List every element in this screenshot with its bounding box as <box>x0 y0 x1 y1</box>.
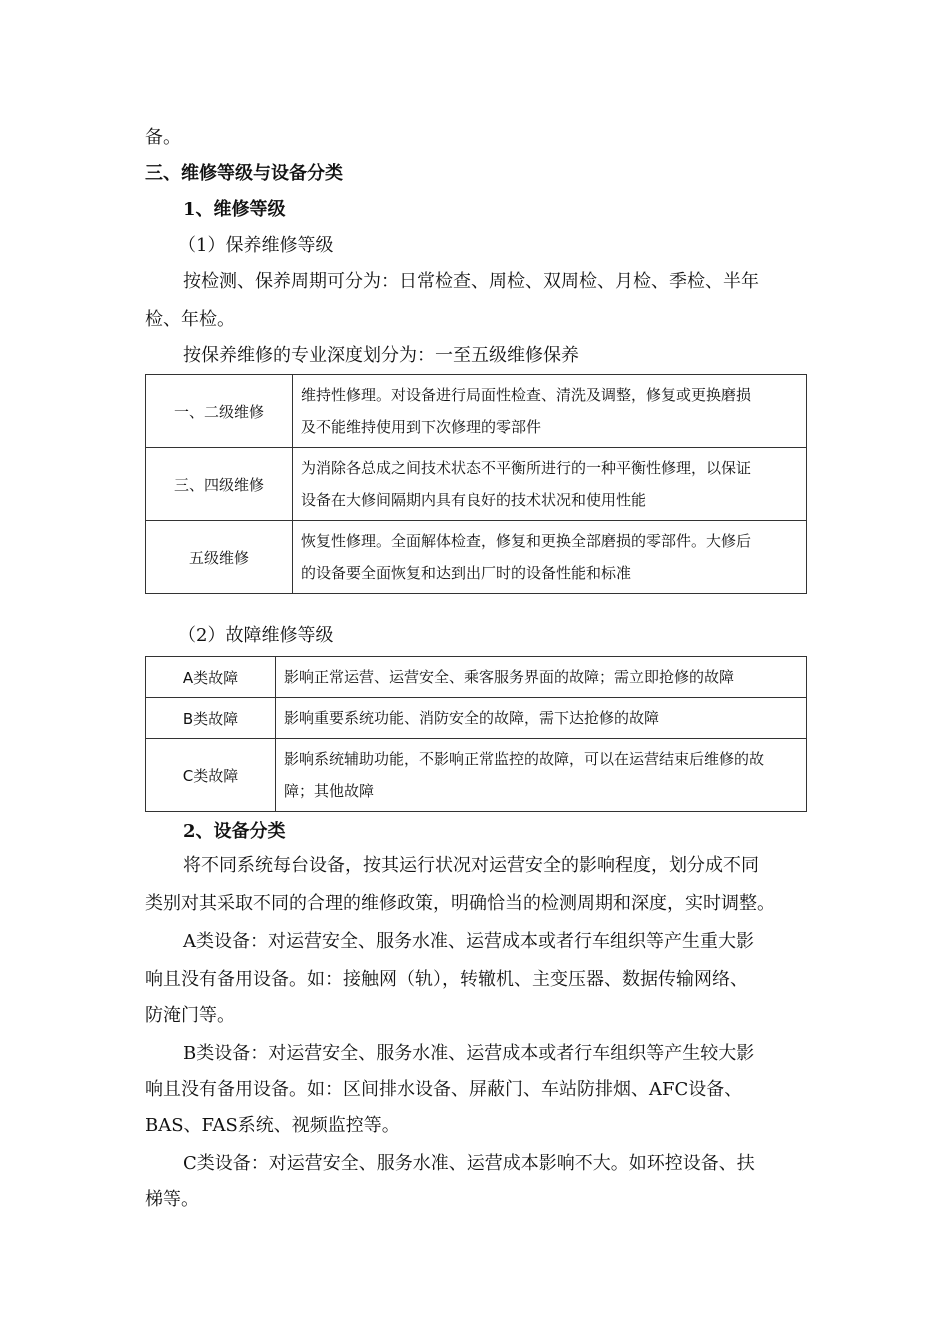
level-cell: C类故障 <box>146 739 276 812</box>
paragraph-line: 按检测、保养周期可分为：日常检查、周检、双周检、月检、季检、半年 <box>183 271 759 292</box>
level-cell: 一、二级维修 <box>146 375 293 448</box>
description-cell <box>293 521 807 594</box>
paragraph-line: BAS、FAS系统、视频监控等。 <box>145 1115 400 1136</box>
subsection-heading: 1、维修等级 <box>183 199 286 220</box>
table-row <box>146 521 807 594</box>
description-cell <box>293 375 807 448</box>
description-cell <box>276 657 807 698</box>
subsection-heading: 2、设备分类 <box>183 821 286 842</box>
paragraph-line: 检、年检。 <box>145 309 235 330</box>
table-row <box>146 657 807 698</box>
fault-level-table <box>145 656 807 812</box>
description-cell <box>276 698 807 739</box>
section-heading: 三、维修等级与设备分类 <box>145 163 343 184</box>
description-line: 恢复性修理。全面解体检查，修复和更换全部磨损的零部件。大修后 <box>301 532 752 550</box>
level-cell: 五级维修 <box>146 521 293 594</box>
paragraph-line: 防淹门等。 <box>145 1005 235 1026</box>
description-line: 的设备要全面恢复和达到出厂时的设备性能和标准 <box>301 564 632 582</box>
description-line: 设备在大修间隔期内具有良好的技术状况和使用性能 <box>301 491 647 509</box>
description-line: 影响重要系统功能、消防安全的故障，需下达抢修的故障 <box>284 709 660 727</box>
table-row <box>146 448 807 521</box>
description-line: 维持性修理。对设备进行局面性检查、清洗及调整，修复或更换磨损 <box>301 386 752 404</box>
description-line: 及不能维持使用到下次修理的零部件 <box>301 418 542 436</box>
maintenance-level-table <box>145 374 807 594</box>
text-line: 备。 <box>145 127 181 148</box>
sub-subsection-heading: （2）故障维修等级 <box>178 625 334 646</box>
description-line: 障；其他故障 <box>284 782 375 800</box>
paragraph-line: A类设备：对运营安全、服务水准、运营成本或者行车组织等产生重大影 <box>183 931 754 952</box>
description-line: 为消除各总成之间技术状态不平衡所进行的一种平衡性修理，以保证 <box>301 459 752 477</box>
description-cell <box>276 739 807 812</box>
level-cell: B类故障 <box>146 698 276 739</box>
paragraph-line: 类别对其采取不同的合理的维修政策，明确恰当的检测周期和深度，实时调整。 <box>145 893 775 914</box>
paragraph-line: 响且没有备用设备。如：接触网（轨），转辙机、主变压器、数据传输网络、 <box>145 969 748 990</box>
table-row <box>146 375 807 448</box>
paragraph-line: 按保养维修的专业深度划分为：一至五级维修保养 <box>183 345 579 366</box>
description-cell <box>293 448 807 521</box>
description-line: 影响系统辅助功能，不影响正常监控的故障，可以在运营结束后维修的故 <box>284 750 765 768</box>
paragraph-line: 响且没有备用设备。如：区间排水设备、屏蔽门、车站防排烟、AFC设备、 <box>145 1079 743 1100</box>
sub-subsection-heading: （1）保养维修等级 <box>178 235 334 256</box>
description-line: 影响正常运营、运营安全、乘客服务界面的故障；需立即抢修的故障 <box>284 668 735 686</box>
paragraph-line: B类设备：对运营安全、服务水准、运营成本或者行车组织等产生较大影 <box>183 1043 755 1064</box>
level-cell: 三、四级维修 <box>146 448 293 521</box>
paragraph-line: 梯等。 <box>145 1189 199 1210</box>
paragraph-line: C类设备：对运营安全、服务水准、运营成本影响不大。如环控设备、扶 <box>183 1153 755 1174</box>
level-cell: A类故障 <box>146 657 276 698</box>
paragraph-line: 将不同系统每台设备，按其运行状况对运营安全的影响程度，划分成不同 <box>183 855 759 876</box>
table-row <box>146 698 807 739</box>
table-row <box>146 739 807 812</box>
